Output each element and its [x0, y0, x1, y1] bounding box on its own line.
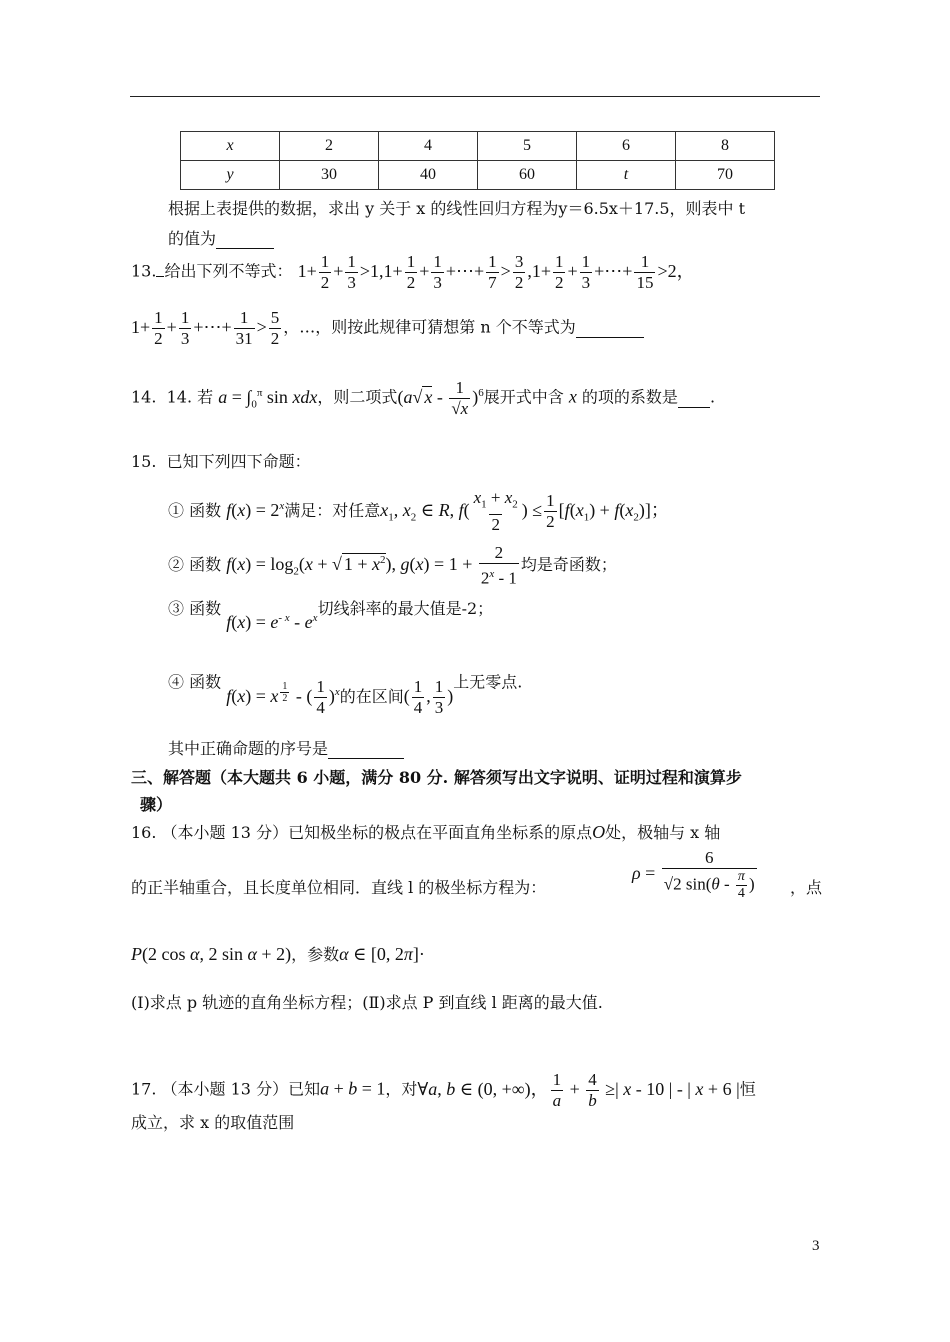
q13-line1	[131, 252, 695, 293]
q15-item1-expr: $x_1$, $x_2$ ∈ R, f( $\frac{x_1 + x_2}{2}$ ) ≤ $\frac{1}{2}$ $[f(x_1) + f(x_2)]$；	[380, 488, 669, 535]
q15-answer: 其中正确命题的序号是	[168, 739, 329, 758]
q15-item3-expr: $f(x) = e^{- x} - e^x$	[226, 612, 318, 632]
q15-item4-expr: f(x) = x $^{\frac{1}{2}}$ - ( $\frac{1}{4}$ )$^x$	[226, 677, 340, 717]
q16-line1	[131, 820, 720, 843]
q15-item1-prefix: ① 函数	[168, 500, 222, 520]
q17-line1-text: 17. （本小题 13 分）已知	[131, 1079, 321, 1099]
answer-blank	[576, 318, 644, 338]
table-cell: 8	[676, 132, 775, 161]
q14-line	[131, 378, 715, 419]
q16-line3-mid: ，参数	[291, 945, 340, 964]
section3-title-2: 骤）	[140, 795, 173, 814]
q16-point-p: P(2 cos α, 2 sin α + 2)	[131, 944, 292, 964]
section3-title: 三、解答题（本大题共 6 小题，满分 80 分. 解答须写出文字说明、证明过程和演算步	[131, 768, 742, 787]
q16-line2-text: 的正半轴重合，且长度单位相同．直线 l 的极坐标方程为：	[131, 878, 547, 897]
table-header-y: y	[181, 161, 280, 190]
q16-line3	[131, 942, 425, 965]
q15-item4-prefix: ④ 函数	[168, 672, 222, 692]
q14-label: 14. 若	[166, 387, 214, 407]
q12-line2	[168, 226, 274, 249]
q12-text2: 的值为	[168, 229, 217, 248]
q13-inequalities: 1+ $\frac{1}{2}$ + $\frac{1}{3}$ >1,1+ $\frac{1}{2}$ + $\frac{1}{3}$ +⋯+ $\frac{1}{7}$ > $\frac{3}{2}$ ,1+ $\frac{1}{2}$ + $\frac{1}{3}$ +⋯+ $\frac{1}{15}$ >2，	[297, 252, 695, 292]
answer-blank	[216, 229, 274, 249]
q15-item4	[168, 663, 523, 717]
table-cell: 5	[478, 132, 577, 161]
q15-item3-prefix: ③ 函数	[168, 599, 222, 618]
q15-item1-mid: 满足：对任意	[284, 500, 381, 520]
q16-param-range: α ∈ [0, 2π]·	[339, 944, 425, 964]
q14-integral: $a = \int_0^\pi$ sin xdx	[218, 386, 318, 411]
q14-tail: 展开式中含	[483, 387, 564, 407]
q16-polar-equation: ρ = 6 √2 sin(θ - $\frac{\pi}{4}$ )	[632, 848, 755, 901]
table-cell: t	[577, 161, 676, 190]
q15-item1	[168, 488, 669, 535]
q17-line1-mid: ，对	[385, 1079, 418, 1099]
table-header-x: x	[181, 132, 280, 161]
data-table	[180, 131, 775, 190]
q14-number: 14.	[131, 387, 157, 407]
q12-line1: 根据上表提供的数据，求出 y 关于 x 的线性回归方程为y＝6.5x＋17.5，则表中 t	[168, 199, 746, 218]
q15-item2-tail: 均是奇函数；	[520, 554, 617, 574]
q16-line4: (Ⅰ)求点 p 轨迹的直角坐标方程；(Ⅱ)求点 P 到直线 l 距离的最大值.	[131, 993, 603, 1012]
table-cell: 6	[577, 132, 676, 161]
q14-mid: ，则二项式	[317, 387, 398, 407]
q14-x: x	[568, 386, 577, 407]
q15-item4-mid: 的在区间	[339, 686, 404, 706]
q17-line2: 成立，求 x 的取值范围	[131, 1113, 295, 1132]
q17-inequality: ∀a, b ∈ (0, +∞)， $\frac{1}{a}$ + $\frac{4}{b}$ ≥| x - 10 | - | x + 6 |	[417, 1070, 740, 1110]
q15-title-line	[131, 449, 311, 472]
q15-answer-line	[168, 736, 404, 759]
q15-item3-tail: 切线斜率的最大值是-2；	[317, 599, 494, 618]
q14-end: .	[709, 387, 716, 407]
header-rule	[130, 96, 820, 97]
q15-item1-func: $f(x) = 2^x$	[226, 499, 285, 520]
q13-inequality-4: 1+ $\frac{1}{2}$ + $\frac{1}{3}$ +⋯+ $\frac{1}{31}$ > $\frac{5}{2}$	[131, 308, 280, 348]
q16-line2	[131, 875, 546, 898]
q16-line2-tail: ，点	[790, 878, 823, 897]
table-cell: 30	[280, 161, 379, 190]
q13-number: 13.	[131, 261, 157, 281]
q17-line1	[131, 1070, 756, 1111]
q15-item4-interval: ( $\frac{1}{4}$ , $\frac{1}{3}$ )	[403, 677, 454, 717]
page-number: 3	[812, 1238, 820, 1254]
table-row	[181, 161, 775, 190]
table-cell: 2	[280, 132, 379, 161]
q13-line2	[131, 308, 644, 349]
q14-binomial: (a√ x - $\frac{1}{√x}$ )$^6$	[397, 378, 484, 418]
table-cell: 40	[379, 161, 478, 190]
q15-item2	[168, 543, 617, 589]
q17-line1-tail: 恒	[739, 1079, 756, 1099]
answer-blank	[328, 739, 404, 759]
table-cell: 60	[478, 161, 577, 190]
q15-title: 已知下列四下命题：	[166, 452, 311, 471]
q15-item2-prefix: ② 函数	[168, 554, 222, 574]
q16-origin-o: O	[592, 822, 606, 842]
q15-number: 15.	[131, 452, 157, 471]
table-cell: 70	[676, 161, 775, 190]
answer-blank	[678, 388, 710, 408]
q15-item2-expr: $f(x) = \log_2(x$ + √ $1 + x^2$), g(x) = 1 + $\frac{2}{2^x - 1}$	[226, 543, 517, 588]
table-cell: 4	[379, 132, 478, 161]
q13-line2-tail: ，…，则按此规律可猜想第 n 个不等式为	[283, 317, 576, 337]
q16-line1-tail: 处，极轴与 x 轴	[605, 823, 721, 842]
q17-condition: a + b = 1	[320, 1078, 386, 1099]
q15-item4-tail: 上无零点.	[453, 672, 523, 692]
q16-line1-text: 16. （本小题 13 分）已知极坐标的极点在平面直角坐标系的原点	[131, 823, 593, 842]
q15-item3	[168, 596, 494, 632]
q14-tail2: 的项的系数是	[581, 387, 678, 407]
table-row	[181, 132, 775, 161]
q13-lead: 给出下列不等式：	[164, 261, 293, 281]
